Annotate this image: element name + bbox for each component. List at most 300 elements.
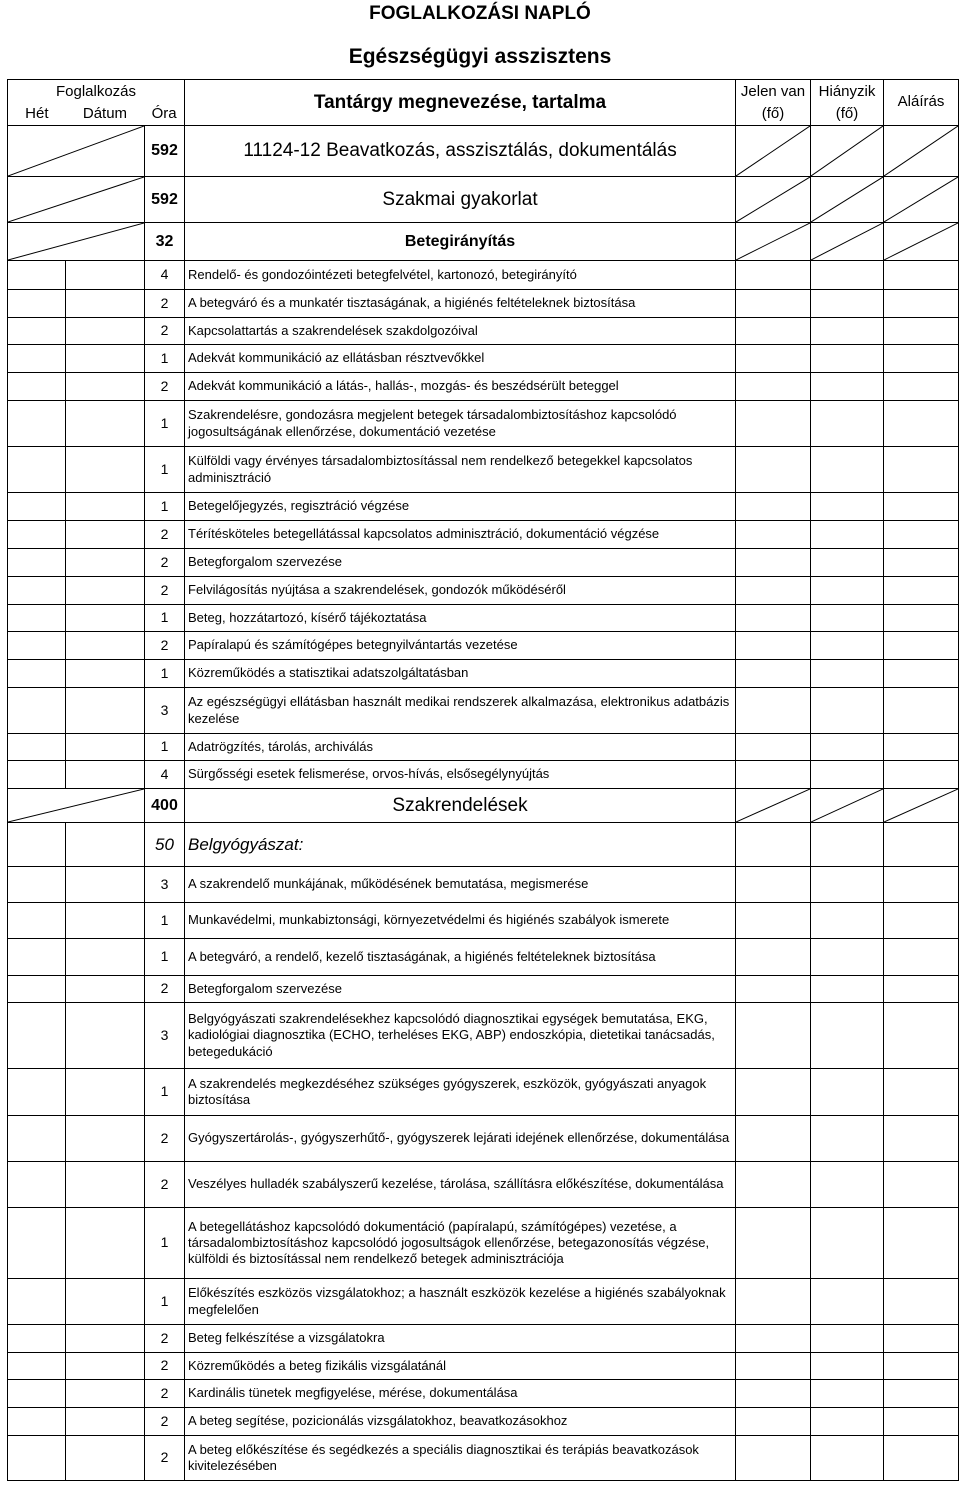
diagonal-cell [8, 789, 145, 823]
hianyzik-cell [811, 1069, 884, 1116]
section-hours: 592 [145, 177, 185, 223]
datum-cell [66, 688, 145, 734]
hianyzik-cell [811, 290, 884, 318]
alairas-cell [884, 1116, 959, 1162]
datum-cell [66, 447, 145, 493]
item-text: Szakrendelésre, gondozásra megjelent betegek társadalombiztosításhoz kapcsolódó jogosultságának ellenőrzése, dokumentáció vezetése [185, 401, 736, 447]
datum-cell [66, 521, 145, 549]
diagonal-cell [811, 789, 884, 823]
datum-cell [66, 632, 145, 660]
section-row [8, 126, 959, 177]
alairas-cell [884, 577, 959, 605]
item-text: Beteg, hozzátartozó, kísérő tájékoztatása [185, 605, 736, 632]
item-row [8, 903, 959, 939]
item-hours: 4 [145, 761, 185, 789]
document-subtitle: Egészségügyi asszisztens [348, 45, 612, 68]
jelen-van-cell [736, 734, 811, 761]
hianyzik-cell [811, 688, 884, 734]
item-text: Az egészségügyi ellátásban használt medikai rendszerek alkalmazása, elektronikus adatbázis kezelése [185, 688, 736, 734]
datum-cell [66, 1325, 145, 1353]
item-text: A beteg segítése, pozicionálás vizsgálatokhoz, beavatkozásokhoz [185, 1408, 736, 1436]
diagonal-cell [811, 126, 884, 177]
item-text: Gyógyszertárolás-, gyógyszerhűtő-, gyógyszerek lejárati idejének ellenőrzése, dokumentálása [185, 1116, 736, 1162]
het-cell [8, 373, 66, 401]
jelen-van-cell [736, 1436, 811, 1481]
hianyzik-cell [811, 632, 884, 660]
het-cell [8, 345, 66, 373]
item-text: Közreműködés a beteg fizikális vizsgálatánál [185, 1353, 736, 1380]
item-text: Betegforgalom szervezése [185, 976, 736, 1003]
section-row [8, 177, 959, 223]
hianyzik-cell [811, 261, 884, 290]
item-hours: 3 [145, 688, 185, 734]
hianyzik-cell [811, 1325, 884, 1353]
alairas-cell [884, 345, 959, 373]
jelen-van-cell [736, 605, 811, 632]
item-hours: 2 [145, 521, 185, 549]
het-cell [8, 605, 66, 632]
datum-cell [66, 1408, 145, 1436]
het-cell [8, 688, 66, 734]
alairas-cell [884, 660, 959, 688]
hianyzik-cell [811, 1408, 884, 1436]
alairas-cell [884, 867, 959, 903]
diagonal-cell [736, 223, 811, 261]
item-row [8, 1003, 959, 1069]
alairas-cell [884, 939, 959, 976]
subsection-title: Belgyógyászat: [185, 823, 736, 867]
item-hours: 2 [145, 1116, 185, 1162]
datum-cell [66, 660, 145, 688]
het-cell [8, 521, 66, 549]
item-row [8, 373, 959, 401]
item-row [8, 577, 959, 605]
jelen-van-cell [736, 373, 811, 401]
datum-cell [66, 823, 145, 867]
het-cell [8, 261, 66, 290]
datum-cell [66, 1003, 145, 1069]
jelen-van-cell [736, 290, 811, 318]
alairas-cell [884, 688, 959, 734]
item-text: Betegelőjegyzés, regisztráció végzése [185, 493, 736, 521]
het-label: Hét [25, 104, 49, 122]
alairas-cell [884, 734, 959, 761]
diagonal-cell [8, 177, 145, 223]
item-hours: 2 [145, 976, 185, 1003]
foglalkozas-label: Foglalkozás [55, 82, 137, 100]
item-row [8, 939, 959, 976]
section-hours: 32 [145, 223, 185, 261]
hianyzik-cell [811, 1436, 884, 1481]
item-hours: 1 [145, 493, 185, 521]
hianyzik-cell [811, 1279, 884, 1325]
jelen-van-cell [736, 1279, 811, 1325]
jelen-van-cell [736, 521, 811, 549]
header-row [8, 80, 959, 126]
section-title: Szakmai gyakorlat [185, 177, 736, 223]
jelen-van-cell [736, 1380, 811, 1408]
diagonal-cell [8, 126, 145, 177]
datum-cell [66, 401, 145, 447]
document-title: FOGLALKOZÁSI NAPLÓ [369, 3, 591, 24]
item-hours: 1 [145, 345, 185, 373]
diagonal-cell [736, 789, 811, 823]
het-cell [8, 939, 66, 976]
het-cell [8, 1353, 66, 1380]
jelen-van-cell [736, 1069, 811, 1116]
jelen-van-cell [736, 549, 811, 577]
jelen-van-cell [736, 976, 811, 1003]
alairas-cell [884, 1436, 959, 1481]
jelen-van-cell [736, 401, 811, 447]
ora-label: Óra [151, 104, 177, 122]
foglalkozas-header [8, 80, 185, 126]
item-row [8, 493, 959, 521]
item-hours: 2 [145, 1353, 185, 1380]
item-hours: 3 [145, 867, 185, 903]
item-text: A betegváró, a rendelő, kezelő tisztaságának, a higiénés feltételeknek biztosítása [185, 939, 736, 976]
jelen-van-label: Jelen van [740, 82, 806, 100]
het-cell [8, 1380, 66, 1408]
item-row [8, 318, 959, 345]
jelen-van-cell [736, 493, 811, 521]
item-text: Külföldi vagy érvényes társadalombiztosítással nem rendelkező betegekkel kapcsolatos adminisztráció [185, 447, 736, 493]
datum-cell [66, 261, 145, 290]
datum-cell [66, 734, 145, 761]
hianyzik-label: Hiányzik [818, 82, 876, 100]
hianyzik-cell [811, 1162, 884, 1208]
item-hours: 2 [145, 632, 185, 660]
item-row [8, 1116, 959, 1162]
item-hours: 4 [145, 261, 185, 290]
section-row [8, 223, 959, 261]
hianyzik-cell [811, 903, 884, 939]
alairas-cell [884, 903, 959, 939]
het-cell [8, 290, 66, 318]
item-row [8, 1208, 959, 1279]
item-text: Papíralapú és számítógépes betegnyilvántartás vezetése [185, 632, 736, 660]
alairas-cell [884, 761, 959, 789]
jelen-van-cell [736, 447, 811, 493]
jelen-van-cell [736, 345, 811, 373]
hianyzik-cell [811, 976, 884, 1003]
het-cell [8, 823, 66, 867]
jelen-van-cell [736, 1325, 811, 1353]
section-hours: 400 [145, 789, 185, 823]
datum-cell [66, 605, 145, 632]
item-hours: 1 [145, 734, 185, 761]
jelen-van-cell [736, 1353, 811, 1380]
item-row [8, 261, 959, 290]
datum-cell [66, 318, 145, 345]
item-hours: 2 [145, 373, 185, 401]
item-text: Felvilágosítás nyújtása a szakrendelések, gondozók működéséről [185, 577, 736, 605]
hianyzik-unit: (fő) [835, 104, 859, 122]
het-cell [8, 632, 66, 660]
item-hours: 1 [145, 447, 185, 493]
datum-cell [66, 1162, 145, 1208]
item-text: Térítésköteles betegellátással kapcsolatos adminisztráció, dokumentáció végzése [185, 521, 736, 549]
datum-cell [66, 493, 145, 521]
het-cell [8, 1408, 66, 1436]
jelen-van-cell [736, 939, 811, 976]
jelen-van-cell [736, 660, 811, 688]
datum-cell [66, 577, 145, 605]
item-text: Sürgősségi esetek felismerése, orvos-hívás, elsősegélynyújtás [185, 761, 736, 789]
alairas-cell [884, 1279, 959, 1325]
alairas-header: Aláírás [884, 80, 959, 126]
hianyzik-cell [811, 401, 884, 447]
item-text: Adekvát kommunikáció az ellátásban résztvevőkkel [185, 345, 736, 373]
item-row [8, 1436, 959, 1481]
item-text: A betegváró és a munkatér tisztaságának, a higiénés feltételeknek biztosítása [185, 290, 736, 318]
alairas-cell [884, 1380, 959, 1408]
hianyzik-cell [811, 577, 884, 605]
item-text: Veszélyes hulladék szabályszerű kezelése, tárolása, szállításra előkészítése, dokumentálása [185, 1162, 736, 1208]
datum-cell [66, 1380, 145, 1408]
item-row [8, 1353, 959, 1380]
hianyzik-cell [811, 373, 884, 401]
datum-cell [66, 373, 145, 401]
datum-cell [66, 549, 145, 577]
diagonal-cell [884, 789, 959, 823]
section-hours: 592 [145, 126, 185, 177]
item-text: Betegforgalom szervezése [185, 549, 736, 577]
item-hours: 1 [145, 903, 185, 939]
alairas-cell [884, 261, 959, 290]
jelen-van-cell [736, 903, 811, 939]
item-text: Közreműködés a statisztikai adatszolgáltatásban [185, 660, 736, 688]
item-hours: 2 [145, 1325, 185, 1353]
datum-label: Dátum [82, 104, 128, 122]
datum-cell [66, 867, 145, 903]
item-row [8, 345, 959, 373]
het-cell [8, 761, 66, 789]
tantargy-header: Tantárgy megnevezése, tartalma [185, 80, 736, 126]
item-hours: 2 [145, 1162, 185, 1208]
item-text: A beteg előkészítése és segédkezés a speciális diagnosztikai és terápiás beavatkozások kivitelezésében [185, 1436, 736, 1481]
hianyzik-cell [811, 1116, 884, 1162]
het-cell [8, 447, 66, 493]
hianyzik-cell [811, 605, 884, 632]
hianyzik-header [811, 80, 884, 126]
hianyzik-cell [811, 1003, 884, 1069]
het-cell [8, 1436, 66, 1481]
hianyzik-cell [811, 939, 884, 976]
jelen-van-cell [736, 761, 811, 789]
section-title: Betegirányítás [185, 223, 736, 261]
hianyzik-cell [811, 447, 884, 493]
datum-cell [66, 1208, 145, 1279]
hianyzik-cell [811, 660, 884, 688]
item-row [8, 1069, 959, 1116]
diagonal-cell [736, 177, 811, 223]
alairas-cell [884, 823, 959, 867]
het-cell [8, 903, 66, 939]
hianyzik-cell [811, 734, 884, 761]
jelen-van-cell [736, 632, 811, 660]
het-cell [8, 1069, 66, 1116]
datum-cell [66, 1353, 145, 1380]
diagonal-cell [884, 126, 959, 177]
item-row [8, 632, 959, 660]
datum-cell [66, 1279, 145, 1325]
item-row [8, 605, 959, 632]
diagonal-cell [811, 177, 884, 223]
item-row [8, 290, 959, 318]
item-row [8, 976, 959, 1003]
item-hours: 1 [145, 401, 185, 447]
hianyzik-cell [811, 1208, 884, 1279]
item-row [8, 867, 959, 903]
alairas-cell [884, 1208, 959, 1279]
alairas-cell [884, 1069, 959, 1116]
item-text: Rendelő- és gondozóintézeti betegfelvétel, kartonozó, betegirányító [185, 261, 736, 290]
hianyzik-cell [811, 867, 884, 903]
diagonal-cell [8, 223, 145, 261]
het-cell [8, 660, 66, 688]
item-row [8, 521, 959, 549]
hianyzik-cell [811, 345, 884, 373]
item-hours: 1 [145, 660, 185, 688]
hianyzik-cell [811, 493, 884, 521]
diagonal-cell [884, 177, 959, 223]
jelen-van-cell [736, 1003, 811, 1069]
het-cell [8, 318, 66, 345]
item-hours: 1 [145, 1208, 185, 1279]
het-cell [8, 1208, 66, 1279]
item-text: Beteg felkészítése a vizsgálatokra [185, 1325, 736, 1353]
section-title: 11124-12 Beavatkozás, asszisztálás, dokumentálás [185, 126, 736, 177]
item-text: Kapcsolattartás a szakrendelések szakdolgozóival [185, 318, 736, 345]
item-row [8, 1380, 959, 1408]
item-hours: 2 [145, 318, 185, 345]
alairas-cell [884, 447, 959, 493]
hianyzik-cell [811, 1380, 884, 1408]
diagonal-cell [811, 223, 884, 261]
jelen-van-cell [736, 577, 811, 605]
het-cell [8, 549, 66, 577]
item-row [8, 401, 959, 447]
jelen-van-cell [736, 1116, 811, 1162]
het-cell [8, 1116, 66, 1162]
alairas-cell [884, 318, 959, 345]
het-cell [8, 976, 66, 1003]
alairas-cell [884, 1003, 959, 1069]
jelen-van-cell [736, 1208, 811, 1279]
item-text: A szakrendelés megkezdéséhez szükséges gyógyszerek, eszközök, gyógyászati anyagok biztosítása [185, 1069, 736, 1116]
item-hours: 2 [145, 1436, 185, 1481]
het-cell [8, 867, 66, 903]
item-hours: 2 [145, 1408, 185, 1436]
subsection-row [8, 823, 959, 867]
jelen-van-unit: (fő) [761, 104, 785, 122]
item-row [8, 1279, 959, 1325]
alairas-cell [884, 373, 959, 401]
alairas-cell [884, 493, 959, 521]
item-text: Adekvát kommunikáció a látás-, hallás-, mozgás- és beszédsérült beteggel [185, 373, 736, 401]
het-cell [8, 734, 66, 761]
datum-cell [66, 761, 145, 789]
datum-cell [66, 939, 145, 976]
hianyzik-cell [811, 761, 884, 789]
item-row [8, 761, 959, 789]
item-text: Előkészítés eszközös vizsgálatokhoz; a használt eszközök kezelése a higiénés szabályoknak megfelelően [185, 1279, 736, 1325]
datum-cell [66, 903, 145, 939]
datum-cell [66, 1436, 145, 1481]
item-row [8, 1408, 959, 1436]
alairas-cell [884, 1353, 959, 1380]
item-row [8, 688, 959, 734]
alairas-cell [884, 1325, 959, 1353]
item-text: Adatrögzítés, tárolás, archiválás [185, 734, 736, 761]
het-cell [8, 577, 66, 605]
item-hours: 1 [145, 1069, 185, 1116]
het-cell [8, 1003, 66, 1069]
item-row [8, 549, 959, 577]
item-row [8, 1162, 959, 1208]
item-hours: 1 [145, 605, 185, 632]
datum-cell [66, 290, 145, 318]
item-row [8, 660, 959, 688]
section-row [8, 789, 959, 823]
item-hours: 2 [145, 577, 185, 605]
jelen-van-cell [736, 318, 811, 345]
item-text: A szakrendelő munkájának, működésének bemutatása, megismerése [185, 867, 736, 903]
datum-cell [66, 976, 145, 1003]
subsection-hours: 50 [145, 823, 185, 867]
jelen-van-cell [736, 867, 811, 903]
item-hours: 3 [145, 1003, 185, 1069]
jelen-van-cell [736, 1162, 811, 1208]
diagonal-cell [736, 126, 811, 177]
section-title: Szakrendelések [185, 789, 736, 823]
datum-cell [66, 1116, 145, 1162]
datum-cell [66, 345, 145, 373]
item-row [8, 734, 959, 761]
item-text: A betegellátáshoz kapcsolódó dokumentáció (papíralapú, számítógépes) vezetése, a társadalombiztosításhoz kapcsolódó jogosultságok ellenőrzése, betegazonosítás végzése, külföldi és biztosítással nem rendelkező betegek adminisztrációja [185, 1208, 736, 1279]
het-cell [8, 401, 66, 447]
alairas-cell [884, 1162, 959, 1208]
het-cell [8, 1325, 66, 1353]
datum-cell [66, 1069, 145, 1116]
diagonal-cell [884, 223, 959, 261]
jelen-van-cell [736, 688, 811, 734]
alairas-cell [884, 549, 959, 577]
item-text: Kardinális tünetek megfigyelése, mérése, dokumentálása [185, 1380, 736, 1408]
alairas-cell [884, 401, 959, 447]
het-cell [8, 493, 66, 521]
item-row [8, 447, 959, 493]
jelen-van-header [736, 80, 811, 126]
alairas-cell [884, 605, 959, 632]
hianyzik-cell [811, 549, 884, 577]
item-hours: 2 [145, 290, 185, 318]
item-text: Munkavédelmi, munkabiztonsági, környezetvédelmi és higiénés szabályok ismerete [185, 903, 736, 939]
jelen-van-cell [736, 1408, 811, 1436]
item-hours: 1 [145, 1279, 185, 1325]
alairas-cell [884, 976, 959, 1003]
item-row [8, 1325, 959, 1353]
hianyzik-cell [811, 318, 884, 345]
alairas-cell [884, 1408, 959, 1436]
jelen-van-cell [736, 823, 811, 867]
alairas-cell [884, 290, 959, 318]
hianyzik-cell [811, 521, 884, 549]
jelen-van-cell [736, 261, 811, 290]
alairas-cell [884, 521, 959, 549]
het-cell [8, 1162, 66, 1208]
